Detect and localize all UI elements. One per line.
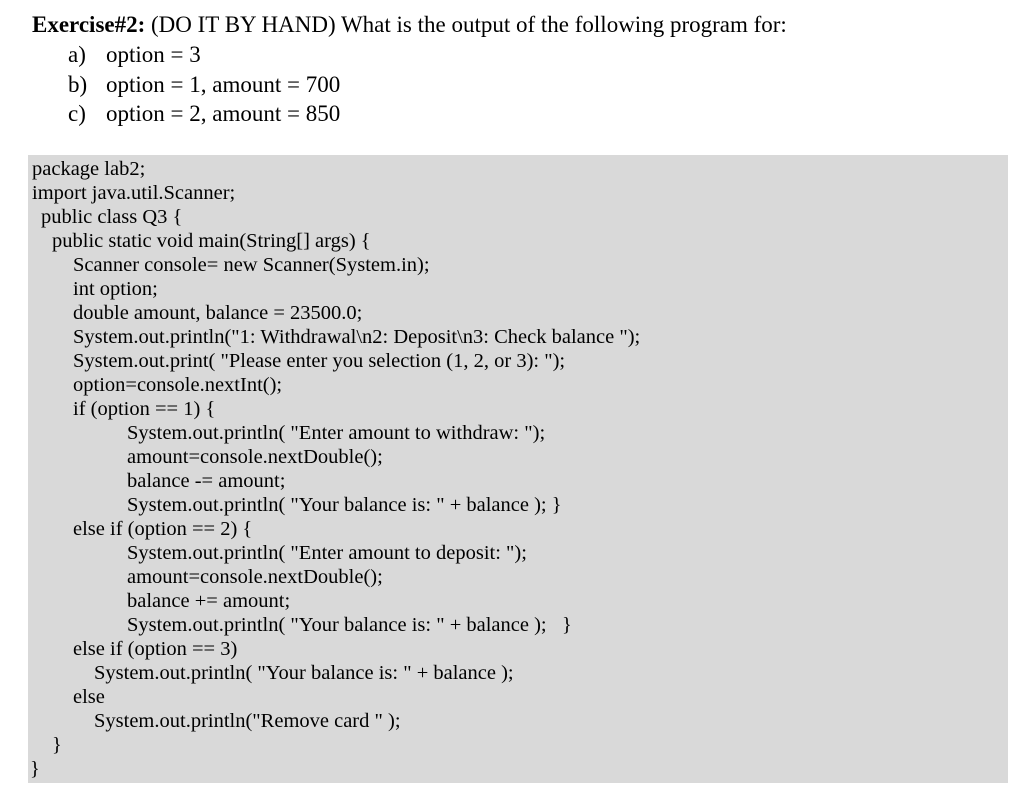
code-line: System.out.print( "Please enter you selection (1, 2, or 3): "); [73,350,566,372]
code-line: int option; [73,278,158,300]
option-text: option = 1, amount = 700 [106,71,341,97]
option-marker: c) [68,101,86,126]
code-line: import java.util.Scanner; [32,182,236,204]
code-line: if (option == 1) { [73,398,216,420]
code-line: option=console.nextInt(); [73,374,283,396]
code-line: double amount, balance = 23500.0; [73,302,363,324]
option-list [68,40,340,129]
code-line: else if (option == 3) [73,638,238,660]
code-block [28,155,1008,783]
exercise-question: (DO IT BY HAND) What is the output of the following program for: [145,12,787,37]
code-line: System.out.println( "Enter amount to deposit: "); [127,542,527,564]
option-marker: a) [68,42,86,67]
code-line: System.out.println( "Your balance is: " + balance ); [94,662,514,684]
code-line: else if (option == 2) { [73,518,253,540]
code-line: System.out.println("Remove card " ); [94,710,401,732]
code-line: Scanner console= new Scanner(System.in); [73,254,430,276]
option-text: option = 3 [106,42,201,67]
option-marker: b) [68,71,88,97]
code-line: amount=console.nextDouble(); [127,566,383,588]
code-line: package lab2; [32,158,146,180]
code-line: balance += amount; [127,590,291,612]
exercise-title: Exercise#2: [32,12,146,37]
option-item [68,40,340,70]
option-text: option = 2, amount = 850 [106,101,341,126]
exercise-heading [32,10,787,40]
code-line: } [30,758,40,780]
code-line: else [73,686,105,708]
code-line: System.out.println( "Enter amount to withdraw: "); [127,422,546,444]
code-line: public class Q3 { [41,206,183,228]
code-line: public static void main(String[] args) { [52,230,371,252]
option-item [68,99,340,129]
code-line: amount=console.nextDouble(); [127,446,383,468]
code-line: System.out.println( "Your balance is: " + balance ); } [127,494,562,516]
code-line: System.out.println( "Your balance is: " + balance ); } [127,614,572,636]
code-line: System.out.println("1: Withdrawal\n2: Deposit\n3: Check balance "); [73,326,641,348]
option-item [68,70,340,100]
code-line: } [52,734,62,756]
code-line: balance -= amount; [127,470,286,492]
